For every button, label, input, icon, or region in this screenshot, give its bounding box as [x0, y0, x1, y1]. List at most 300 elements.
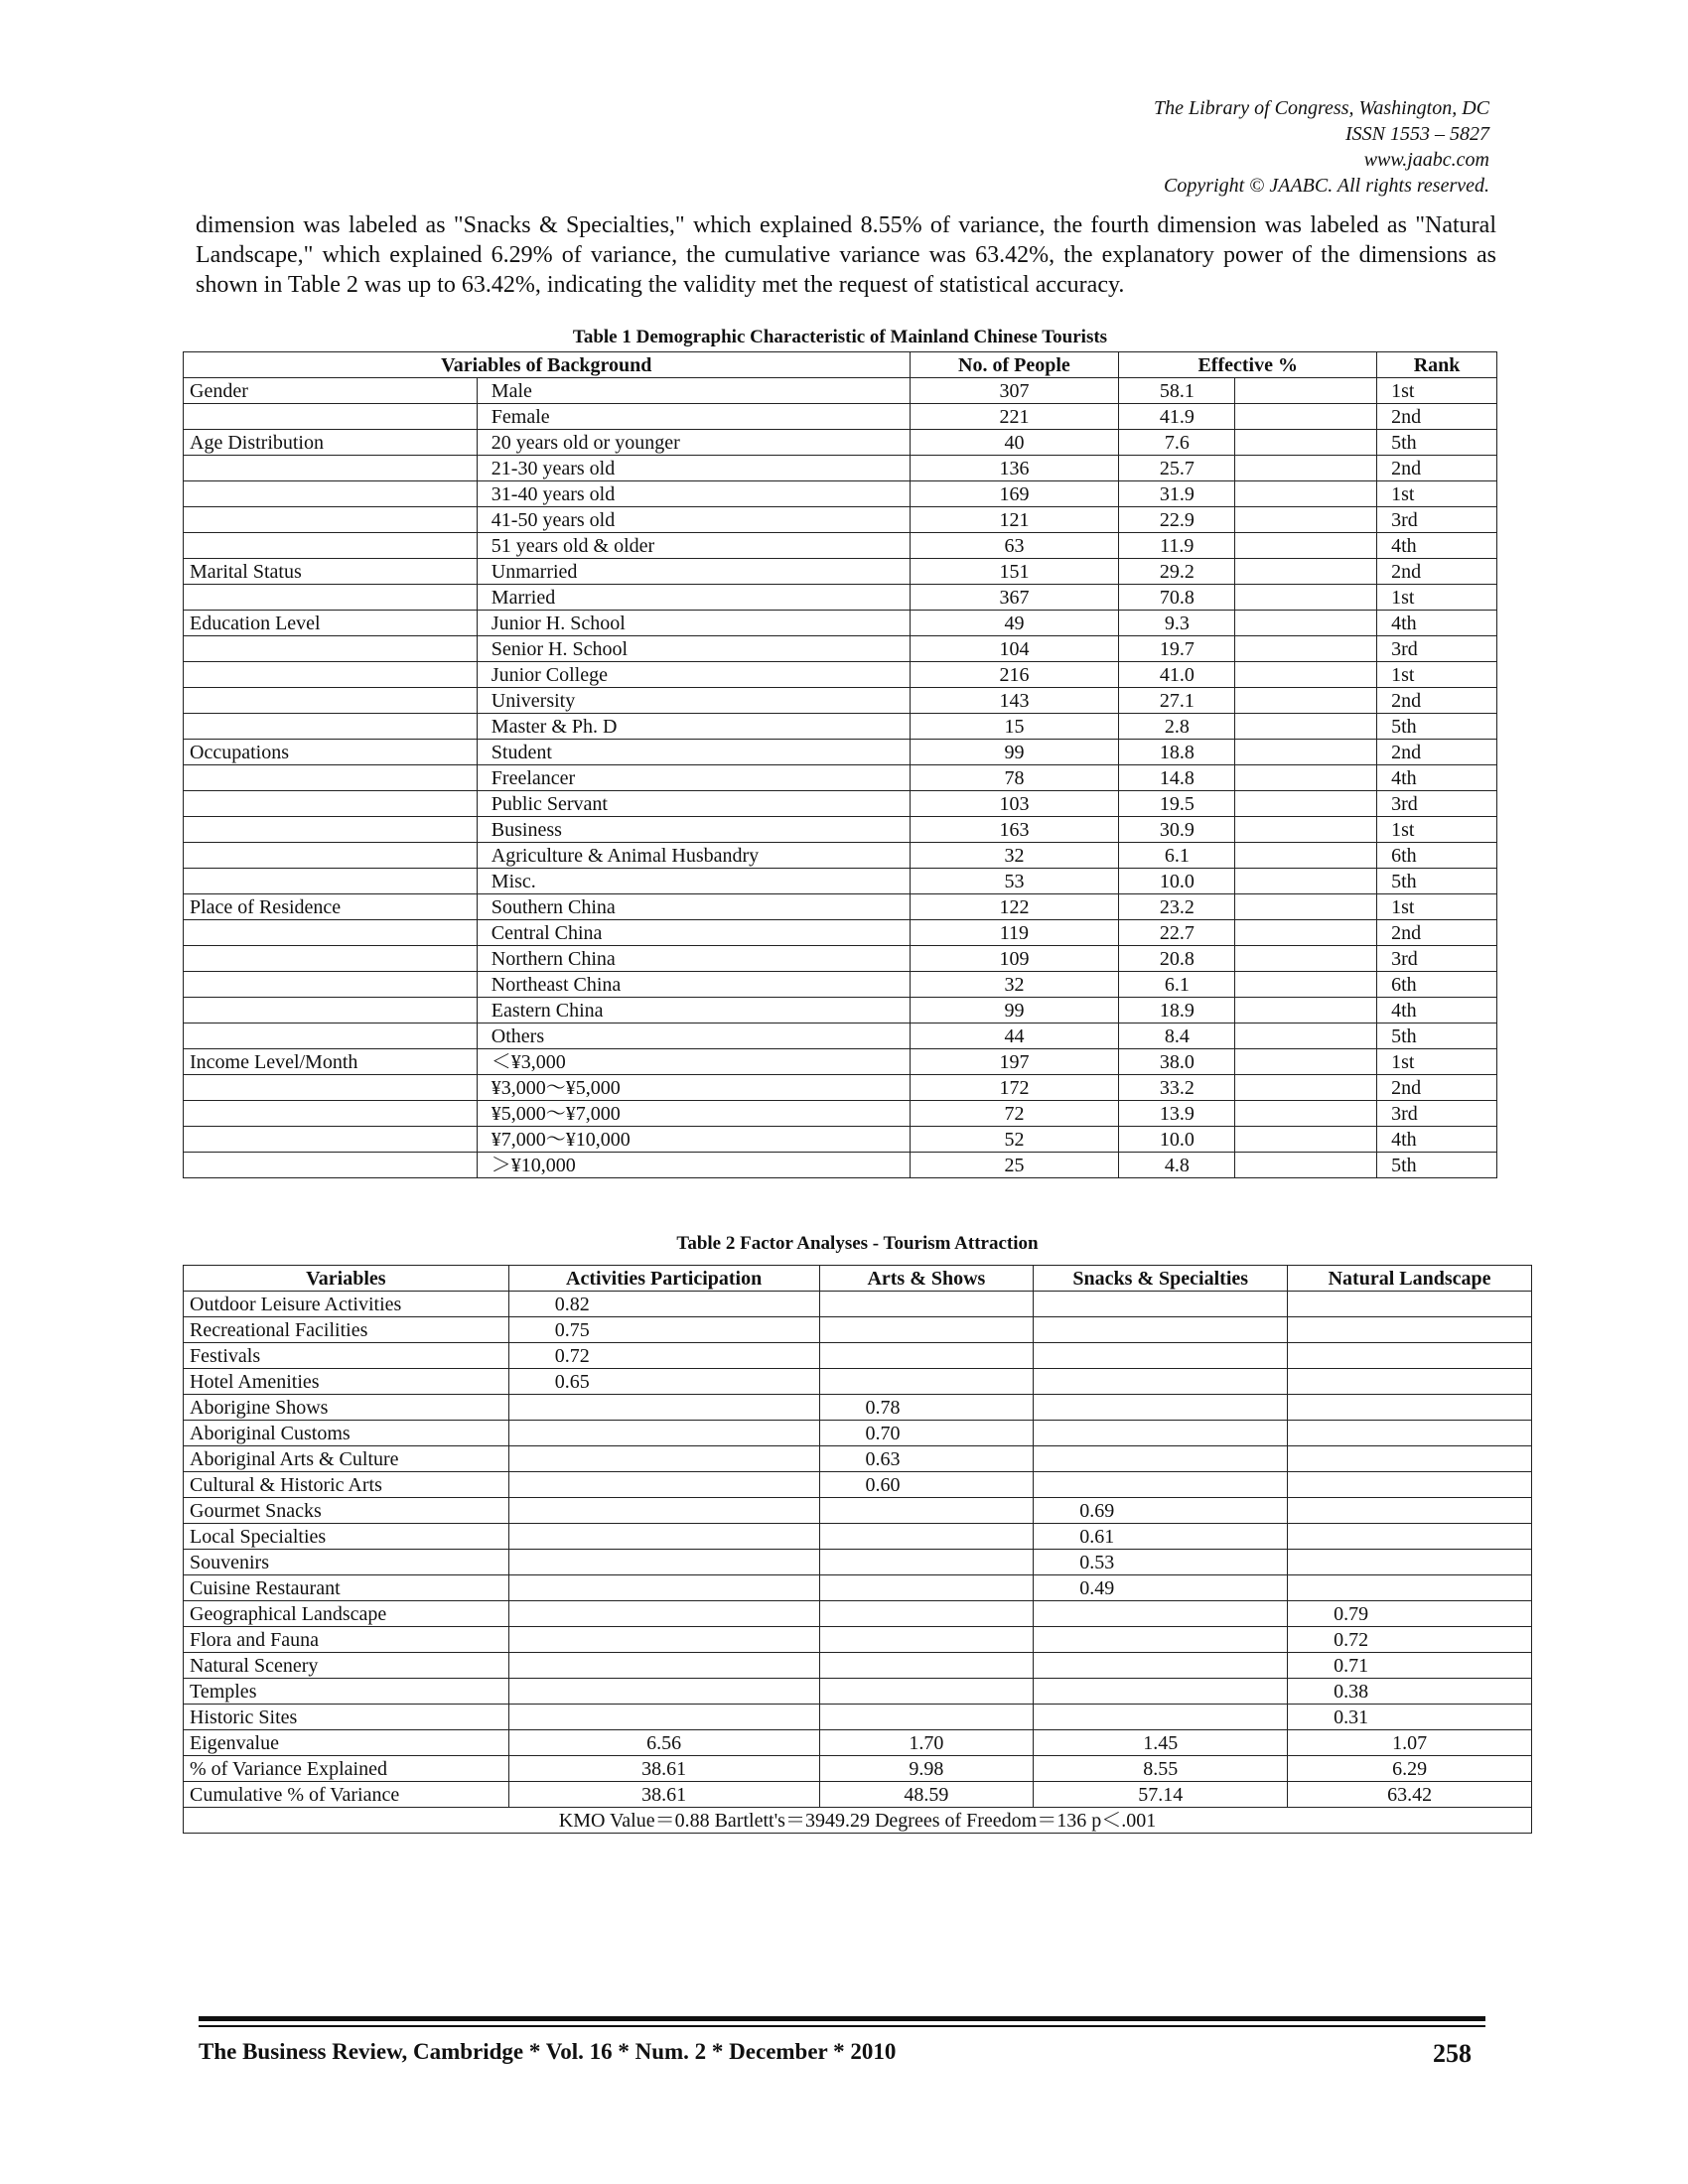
table-cell: 3rd: [1377, 636, 1497, 662]
table-cell: [184, 507, 478, 533]
footer-journal: The Business Review, Cambridge * Vol. 16 * Num. 2 * December * 2010: [199, 2039, 897, 2064]
loading-cell: [1288, 1369, 1532, 1395]
table-cell: 109: [910, 946, 1119, 972]
table-row: [184, 1024, 1497, 1049]
header-issn: ISSN 1553 – 5827: [1345, 123, 1489, 145]
factor-analysis-table: [183, 1265, 1532, 1834]
table-row: [184, 920, 1497, 946]
table-cell: Others: [477, 1024, 910, 1049]
table-cell: ¥7,000～¥10,000: [477, 1127, 910, 1153]
table-cell: 18.9: [1119, 998, 1235, 1024]
table-cell: Public Servant: [477, 791, 910, 817]
table-cell: 4.8: [1119, 1153, 1235, 1178]
table-row: [184, 1369, 1532, 1395]
table-row: [184, 1049, 1497, 1075]
table-cell: 1st: [1377, 817, 1497, 843]
variable-cell: Souvenirs: [184, 1550, 509, 1575]
table-row: [184, 843, 1497, 869]
header-website: www.jaabc.com: [1363, 149, 1489, 171]
page-footer: [199, 2039, 1485, 2068]
loading-cell: [508, 1524, 819, 1550]
table-cell: 25: [910, 1153, 1119, 1178]
table-row: [184, 1446, 1532, 1472]
table-row: [184, 1343, 1532, 1369]
table-cell: 1st: [1377, 585, 1497, 611]
loading-cell: [508, 1705, 819, 1730]
table-cell: 119: [910, 920, 1119, 946]
loading-cell: [508, 1679, 819, 1705]
loading-cell: 57.14: [1034, 1782, 1288, 1808]
table-cell: 2nd: [1377, 456, 1497, 481]
totals-row: [184, 1782, 1532, 1808]
table-row: [184, 765, 1497, 791]
table-row: [184, 559, 1497, 585]
empty-cell: [1235, 1024, 1377, 1049]
table-cell: 143: [910, 688, 1119, 714]
table-cell: 44: [910, 1024, 1119, 1049]
variable-cell: Outdoor Leisure Activities: [184, 1292, 509, 1317]
table-cell: 22.7: [1119, 920, 1235, 946]
loading-cell: 9.98: [819, 1756, 1034, 1782]
variable-cell: Aboriginal Arts & Culture: [184, 1446, 509, 1472]
table-cell: Agriculture & Animal Husbandry: [477, 843, 910, 869]
table-row: [184, 1601, 1532, 1627]
table-cell: ¥5,000～¥7,000: [477, 1101, 910, 1127]
table-cell: 367: [910, 585, 1119, 611]
loading-cell: [1288, 1550, 1532, 1575]
table-cell: [184, 1101, 478, 1127]
table-cell: 163: [910, 817, 1119, 843]
variable-cell: Temples: [184, 1679, 509, 1705]
table-cell: Age Distribution: [184, 430, 478, 456]
variable-cell: Natural Scenery: [184, 1653, 509, 1679]
table-cell: 4th: [1377, 533, 1497, 559]
loading-cell: [508, 1601, 819, 1627]
table-cell: Northern China: [477, 946, 910, 972]
table-cell: 70.8: [1119, 585, 1235, 611]
table-cell: Northeast China: [477, 972, 910, 998]
table-row: [184, 1127, 1497, 1153]
empty-cell: [1235, 688, 1377, 714]
table-cell: [184, 972, 478, 998]
table2-header: Variables: [184, 1266, 509, 1292]
loading-cell: 6.56: [508, 1730, 819, 1756]
table-cell: 221: [910, 404, 1119, 430]
table-cell: 9.3: [1119, 611, 1235, 636]
table1-header: Rank: [1377, 352, 1497, 378]
table-row: [184, 1395, 1532, 1421]
table-cell: [184, 688, 478, 714]
table-cell: 72: [910, 1101, 1119, 1127]
table-cell: 41.9: [1119, 404, 1235, 430]
loading-cell: 0.72: [1288, 1627, 1532, 1653]
table-cell: 3rd: [1377, 946, 1497, 972]
table-cell: [184, 636, 478, 662]
loading-cell: 0.71: [1288, 1653, 1532, 1679]
table-cell: 151: [910, 559, 1119, 585]
table-row: [184, 1292, 1532, 1317]
table-row: [184, 1524, 1532, 1550]
loading-cell: [508, 1395, 819, 1421]
table-cell: 4th: [1377, 765, 1497, 791]
table-cell: 8.4: [1119, 1024, 1235, 1049]
table-cell: 25.7: [1119, 456, 1235, 481]
table-row: [184, 869, 1497, 894]
empty-cell: [1235, 1153, 1377, 1178]
header-library: The Library of Congress, Washington, DC: [1153, 97, 1489, 119]
table-cell: 21-30 years old: [477, 456, 910, 481]
table-cell: Junior H. School: [477, 611, 910, 636]
loading-cell: [508, 1653, 819, 1679]
loading-cell: [819, 1369, 1034, 1395]
variable-cell: Aborigine Shows: [184, 1395, 509, 1421]
loading-cell: [1288, 1395, 1532, 1421]
table-cell: [184, 1127, 478, 1153]
table-row: [184, 662, 1497, 688]
loading-cell: [1034, 1601, 1288, 1627]
empty-cell: [1235, 894, 1377, 920]
table-row: [184, 1627, 1532, 1653]
loading-cell: [819, 1524, 1034, 1550]
empty-cell: [1235, 456, 1377, 481]
loading-cell: [819, 1601, 1034, 1627]
loading-cell: [1034, 1472, 1288, 1498]
variable-cell: Cumulative % of Variance: [184, 1782, 509, 1808]
table-cell: Junior College: [477, 662, 910, 688]
loading-cell: 63.42: [1288, 1782, 1532, 1808]
variable-cell: Aboriginal Customs: [184, 1421, 509, 1446]
empty-cell: [1235, 585, 1377, 611]
table-cell: [184, 585, 478, 611]
loading-cell: [1288, 1498, 1532, 1524]
table-cell: 6.1: [1119, 972, 1235, 998]
table1-body: [184, 378, 1497, 1178]
table-cell: Gender: [184, 378, 478, 404]
empty-cell: [1235, 378, 1377, 404]
table-cell: 19.5: [1119, 791, 1235, 817]
table-cell: 5th: [1377, 1153, 1497, 1178]
table-cell: Occupations: [184, 740, 478, 765]
table-row: [184, 1498, 1532, 1524]
empty-cell: [1235, 430, 1377, 456]
table-cell: [184, 456, 478, 481]
table-cell: 99: [910, 998, 1119, 1024]
table2-header: Activities Participation: [508, 1266, 819, 1292]
loading-cell: 38.61: [508, 1782, 819, 1808]
table-cell: 121: [910, 507, 1119, 533]
table-row: [184, 817, 1497, 843]
table-cell: 40: [910, 430, 1119, 456]
table-row: [184, 507, 1497, 533]
table-cell: 13.9: [1119, 1101, 1235, 1127]
table-cell: 136: [910, 456, 1119, 481]
table-cell: 5th: [1377, 430, 1497, 456]
table-cell: 1st: [1377, 378, 1497, 404]
loading-cell: 0.38: [1288, 1679, 1532, 1705]
empty-cell: [1235, 1075, 1377, 1101]
journal-header: [794, 95, 1489, 199]
loading-cell: [819, 1317, 1034, 1343]
table-cell: 2nd: [1377, 740, 1497, 765]
table-cell: Student: [477, 740, 910, 765]
loading-cell: [1034, 1679, 1288, 1705]
table-cell: 5th: [1377, 869, 1497, 894]
table-row: [184, 1705, 1532, 1730]
demographic-table: [183, 351, 1497, 1178]
table-cell: Freelancer: [477, 765, 910, 791]
table-row: [184, 585, 1497, 611]
table-cell: ＜¥3,000: [477, 1049, 910, 1075]
loading-cell: [819, 1627, 1034, 1653]
loading-cell: [1034, 1369, 1288, 1395]
empty-cell: [1235, 843, 1377, 869]
loading-cell: 0.70: [819, 1421, 1034, 1446]
table-row: [184, 1679, 1532, 1705]
table1-header: No. of People: [910, 352, 1119, 378]
table-row: [184, 1550, 1532, 1575]
table-row: [184, 456, 1497, 481]
loading-cell: [1034, 1653, 1288, 1679]
loading-cell: [819, 1550, 1034, 1575]
loading-cell: [508, 1550, 819, 1575]
empty-cell: [1235, 920, 1377, 946]
loading-cell: [1288, 1421, 1532, 1446]
table-cell: Education Level: [184, 611, 478, 636]
table-cell: 38.0: [1119, 1049, 1235, 1075]
table-cell: [184, 791, 478, 817]
loading-cell: 0.60: [819, 1472, 1034, 1498]
table-cell: 103: [910, 791, 1119, 817]
loading-cell: [508, 1498, 819, 1524]
loading-cell: [1034, 1317, 1288, 1343]
table-cell: [184, 1024, 478, 1049]
table-cell: 2nd: [1377, 559, 1497, 585]
variable-cell: Cultural & Historic Arts: [184, 1472, 509, 1498]
table-cell: University: [477, 688, 910, 714]
table-cell: 22.9: [1119, 507, 1235, 533]
loading-cell: [819, 1575, 1034, 1601]
table-cell: Southern China: [477, 894, 910, 920]
table-cell: 27.1: [1119, 688, 1235, 714]
empty-cell: [1235, 869, 1377, 894]
table-cell: ¥3,000～¥5,000: [477, 1075, 910, 1101]
table-row: [184, 946, 1497, 972]
table-cell: 6th: [1377, 972, 1497, 998]
loading-cell: [1034, 1395, 1288, 1421]
intro-paragraph: dimension was labeled as "Snacks & Specialties," which explained 8.55% of variance, the fourth dimension was labeled as "Natural Landscape," which explained 6.29% of variance, the cumulative variance was 63.42%, the explanatory power of the dimensions as shown in Table 2 was up to 63.42%, indicating the validity met the request of statistical accuracy.: [196, 212, 1496, 298]
loading-cell: [819, 1705, 1034, 1730]
table-cell: 2.8: [1119, 714, 1235, 740]
loading-cell: 0.78: [819, 1395, 1034, 1421]
table-cell: 1st: [1377, 894, 1497, 920]
loading-cell: 8.55: [1034, 1756, 1288, 1782]
table1-header: Effective %: [1119, 352, 1377, 378]
table-cell: 3rd: [1377, 791, 1497, 817]
table-cell: 18.8: [1119, 740, 1235, 765]
table-cell: 169: [910, 481, 1119, 507]
table-cell: 4th: [1377, 611, 1497, 636]
loading-cell: 0.69: [1034, 1498, 1288, 1524]
variable-cell: Recreational Facilities: [184, 1317, 509, 1343]
table-cell: [184, 404, 478, 430]
table-cell: 31-40 years old: [477, 481, 910, 507]
table-cell: 20.8: [1119, 946, 1235, 972]
table2-footnote-row: [184, 1808, 1532, 1834]
table-cell: 1st: [1377, 662, 1497, 688]
table-row: [184, 894, 1497, 920]
table-cell: 5th: [1377, 1024, 1497, 1049]
table-cell: 58.1: [1119, 378, 1235, 404]
table-cell: [184, 1075, 478, 1101]
table2-body: [184, 1292, 1532, 1808]
table-cell: 3rd: [1377, 507, 1497, 533]
table-cell: 197: [910, 1049, 1119, 1075]
empty-cell: [1235, 507, 1377, 533]
loading-cell: [1288, 1317, 1532, 1343]
loading-cell: 0.53: [1034, 1550, 1288, 1575]
table-cell: Business: [477, 817, 910, 843]
table-cell: 2nd: [1377, 688, 1497, 714]
empty-cell: [1235, 533, 1377, 559]
table-cell: 11.9: [1119, 533, 1235, 559]
table-cell: 104: [910, 636, 1119, 662]
empty-cell: [1235, 972, 1377, 998]
table-cell: 41-50 years old: [477, 507, 910, 533]
table-cell: Misc.: [477, 869, 910, 894]
loading-cell: [1034, 1627, 1288, 1653]
table-cell: Master & Ph. D: [477, 714, 910, 740]
loading-cell: 1.45: [1034, 1730, 1288, 1756]
table-cell: [184, 533, 478, 559]
table-row: [184, 1153, 1497, 1178]
variable-cell: Hotel Amenities: [184, 1369, 509, 1395]
table2-header: Arts & Shows: [819, 1266, 1034, 1292]
table-cell: Male: [477, 378, 910, 404]
table-cell: 4th: [1377, 998, 1497, 1024]
table-cell: 20 years old or younger: [477, 430, 910, 456]
loading-cell: [1034, 1446, 1288, 1472]
loading-cell: [1288, 1524, 1532, 1550]
table-cell: ＞¥10,000: [477, 1153, 910, 1178]
table-cell: Place of Residence: [184, 894, 478, 920]
empty-cell: [1235, 1101, 1377, 1127]
table-cell: Senior H. School: [477, 636, 910, 662]
loading-cell: [1288, 1575, 1532, 1601]
table-cell: 51 years old & older: [477, 533, 910, 559]
loading-cell: 0.63: [819, 1446, 1034, 1472]
table-cell: 32: [910, 972, 1119, 998]
table-cell: Married: [477, 585, 910, 611]
table-cell: 10.0: [1119, 869, 1235, 894]
table-cell: 31.9: [1119, 481, 1235, 507]
empty-cell: [1235, 817, 1377, 843]
loading-cell: [819, 1292, 1034, 1317]
table-cell: 6.1: [1119, 843, 1235, 869]
table-row: [184, 533, 1497, 559]
loading-cell: 38.61: [508, 1756, 819, 1782]
table1-header-row: [184, 352, 1497, 378]
table-cell: 7.6: [1119, 430, 1235, 456]
loading-cell: 6.29: [1288, 1756, 1532, 1782]
header-copyright: Copyright © JAABC. All rights reserved.: [1164, 175, 1489, 197]
loading-cell: [1034, 1292, 1288, 1317]
table-cell: Income Level/Month: [184, 1049, 478, 1075]
table-cell: [184, 765, 478, 791]
table-cell: Central China: [477, 920, 910, 946]
table-row: [184, 972, 1497, 998]
empty-cell: [1235, 636, 1377, 662]
table-row: [184, 714, 1497, 740]
table-cell: 23.2: [1119, 894, 1235, 920]
table2-header: Snacks & Specialties: [1034, 1266, 1288, 1292]
loading-cell: [1288, 1472, 1532, 1498]
table-row: [184, 404, 1497, 430]
table-row: [184, 791, 1497, 817]
table2-header-row: [184, 1266, 1532, 1292]
loading-cell: [508, 1421, 819, 1446]
loading-cell: 0.82: [508, 1292, 819, 1317]
table-cell: 307: [910, 378, 1119, 404]
loading-cell: 1.70: [819, 1730, 1034, 1756]
table-row: [184, 1653, 1532, 1679]
variable-cell: Cuisine Restaurant: [184, 1575, 509, 1601]
empty-cell: [1235, 765, 1377, 791]
loading-cell: [508, 1575, 819, 1601]
table-cell: 2nd: [1377, 1075, 1497, 1101]
table2-header: Natural Landscape: [1288, 1266, 1532, 1292]
variable-cell: Gourmet Snacks: [184, 1498, 509, 1524]
empty-cell: [1235, 611, 1377, 636]
table-cell: 78: [910, 765, 1119, 791]
variable-cell: Local Specialties: [184, 1524, 509, 1550]
table-cell: [184, 920, 478, 946]
loading-cell: [819, 1498, 1034, 1524]
loading-cell: [819, 1653, 1034, 1679]
footer-rule-thin: [199, 2025, 1485, 2027]
table-cell: 33.2: [1119, 1075, 1235, 1101]
table-row: [184, 378, 1497, 404]
loading-cell: [1034, 1343, 1288, 1369]
table-row: [184, 611, 1497, 636]
loading-cell: 0.49: [1034, 1575, 1288, 1601]
table-row: [184, 998, 1497, 1024]
empty-cell: [1235, 559, 1377, 585]
table-cell: 216: [910, 662, 1119, 688]
loading-cell: [1034, 1705, 1288, 1730]
table-cell: 14.8: [1119, 765, 1235, 791]
table-cell: [184, 817, 478, 843]
totals-row: [184, 1756, 1532, 1782]
loading-cell: 0.79: [1288, 1601, 1532, 1627]
table-cell: [184, 998, 478, 1024]
loading-cell: [1034, 1421, 1288, 1446]
loading-cell: 0.61: [1034, 1524, 1288, 1550]
table2-caption: Table 2 Factor Analyses - Tourism Attraction: [676, 1233, 1039, 1254]
table-cell: 1st: [1377, 481, 1497, 507]
empty-cell: [1235, 1049, 1377, 1075]
table-row: [184, 1575, 1532, 1601]
loading-cell: 48.59: [819, 1782, 1034, 1808]
loading-cell: [819, 1679, 1034, 1705]
loading-cell: [1288, 1292, 1532, 1317]
empty-cell: [1235, 404, 1377, 430]
empty-cell: [1235, 998, 1377, 1024]
empty-cell: [1235, 946, 1377, 972]
variable-cell: Eigenvalue: [184, 1730, 509, 1756]
loading-cell: 0.31: [1288, 1705, 1532, 1730]
table-cell: 63: [910, 533, 1119, 559]
table-cell: [184, 662, 478, 688]
